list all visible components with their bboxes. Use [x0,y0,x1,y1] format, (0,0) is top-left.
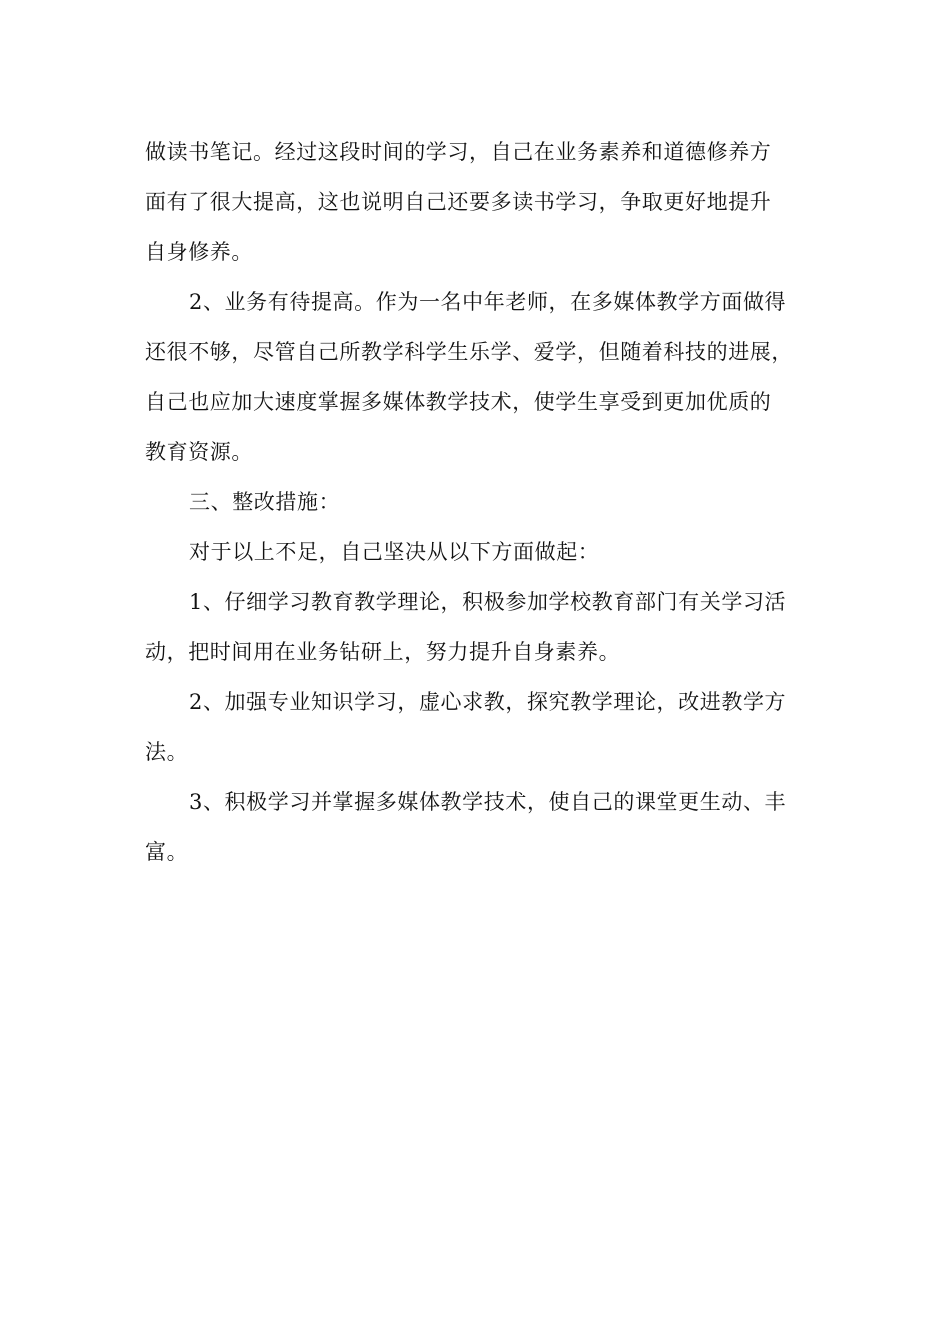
section-heading: 三、整改措施： [189,490,341,514]
text-line: 动，把时间用在业务钻研上，努力提升自身素养。 [145,640,621,664]
text-line: 自身修养。 [145,240,253,264]
text-line: 面有了很大提高，这也说明自己还要多读书学习，争取更好地提升 [145,190,772,214]
text-line: 做读书笔记。经过这段时间的学习，自己在业务素养和道德修养方 [145,140,772,164]
paragraph-start: 对于以上不足，自己坚决从以下方面做起： [189,540,600,564]
text-line: 法。 [145,740,189,764]
text-line: 自己也应加大速度掌握多媒体教学技术，使学生享受到更加优质的 [145,390,772,414]
paragraph-start: 2、业务有待提高。作为一名中年老师，在多媒体教学方面做得 [189,290,787,314]
text-line: 教育资源。 [145,440,253,464]
list-item-2: 2、加强专业知识学习，虚心求教，探究教学理论，改进教学方 [189,690,787,714]
list-item-1: 1、仔细学习教育教学理论，积极参加学校教育部门有关学习活 [189,590,787,614]
text-line: 还很不够，尽管自己所教学科学生乐学、爱学，但随着科技的进展， [145,340,793,364]
text-line: 富。 [145,840,189,864]
list-item-3: 3、积极学习并掌握多媒体教学技术，使自己的课堂更生动、丰 [189,790,787,814]
